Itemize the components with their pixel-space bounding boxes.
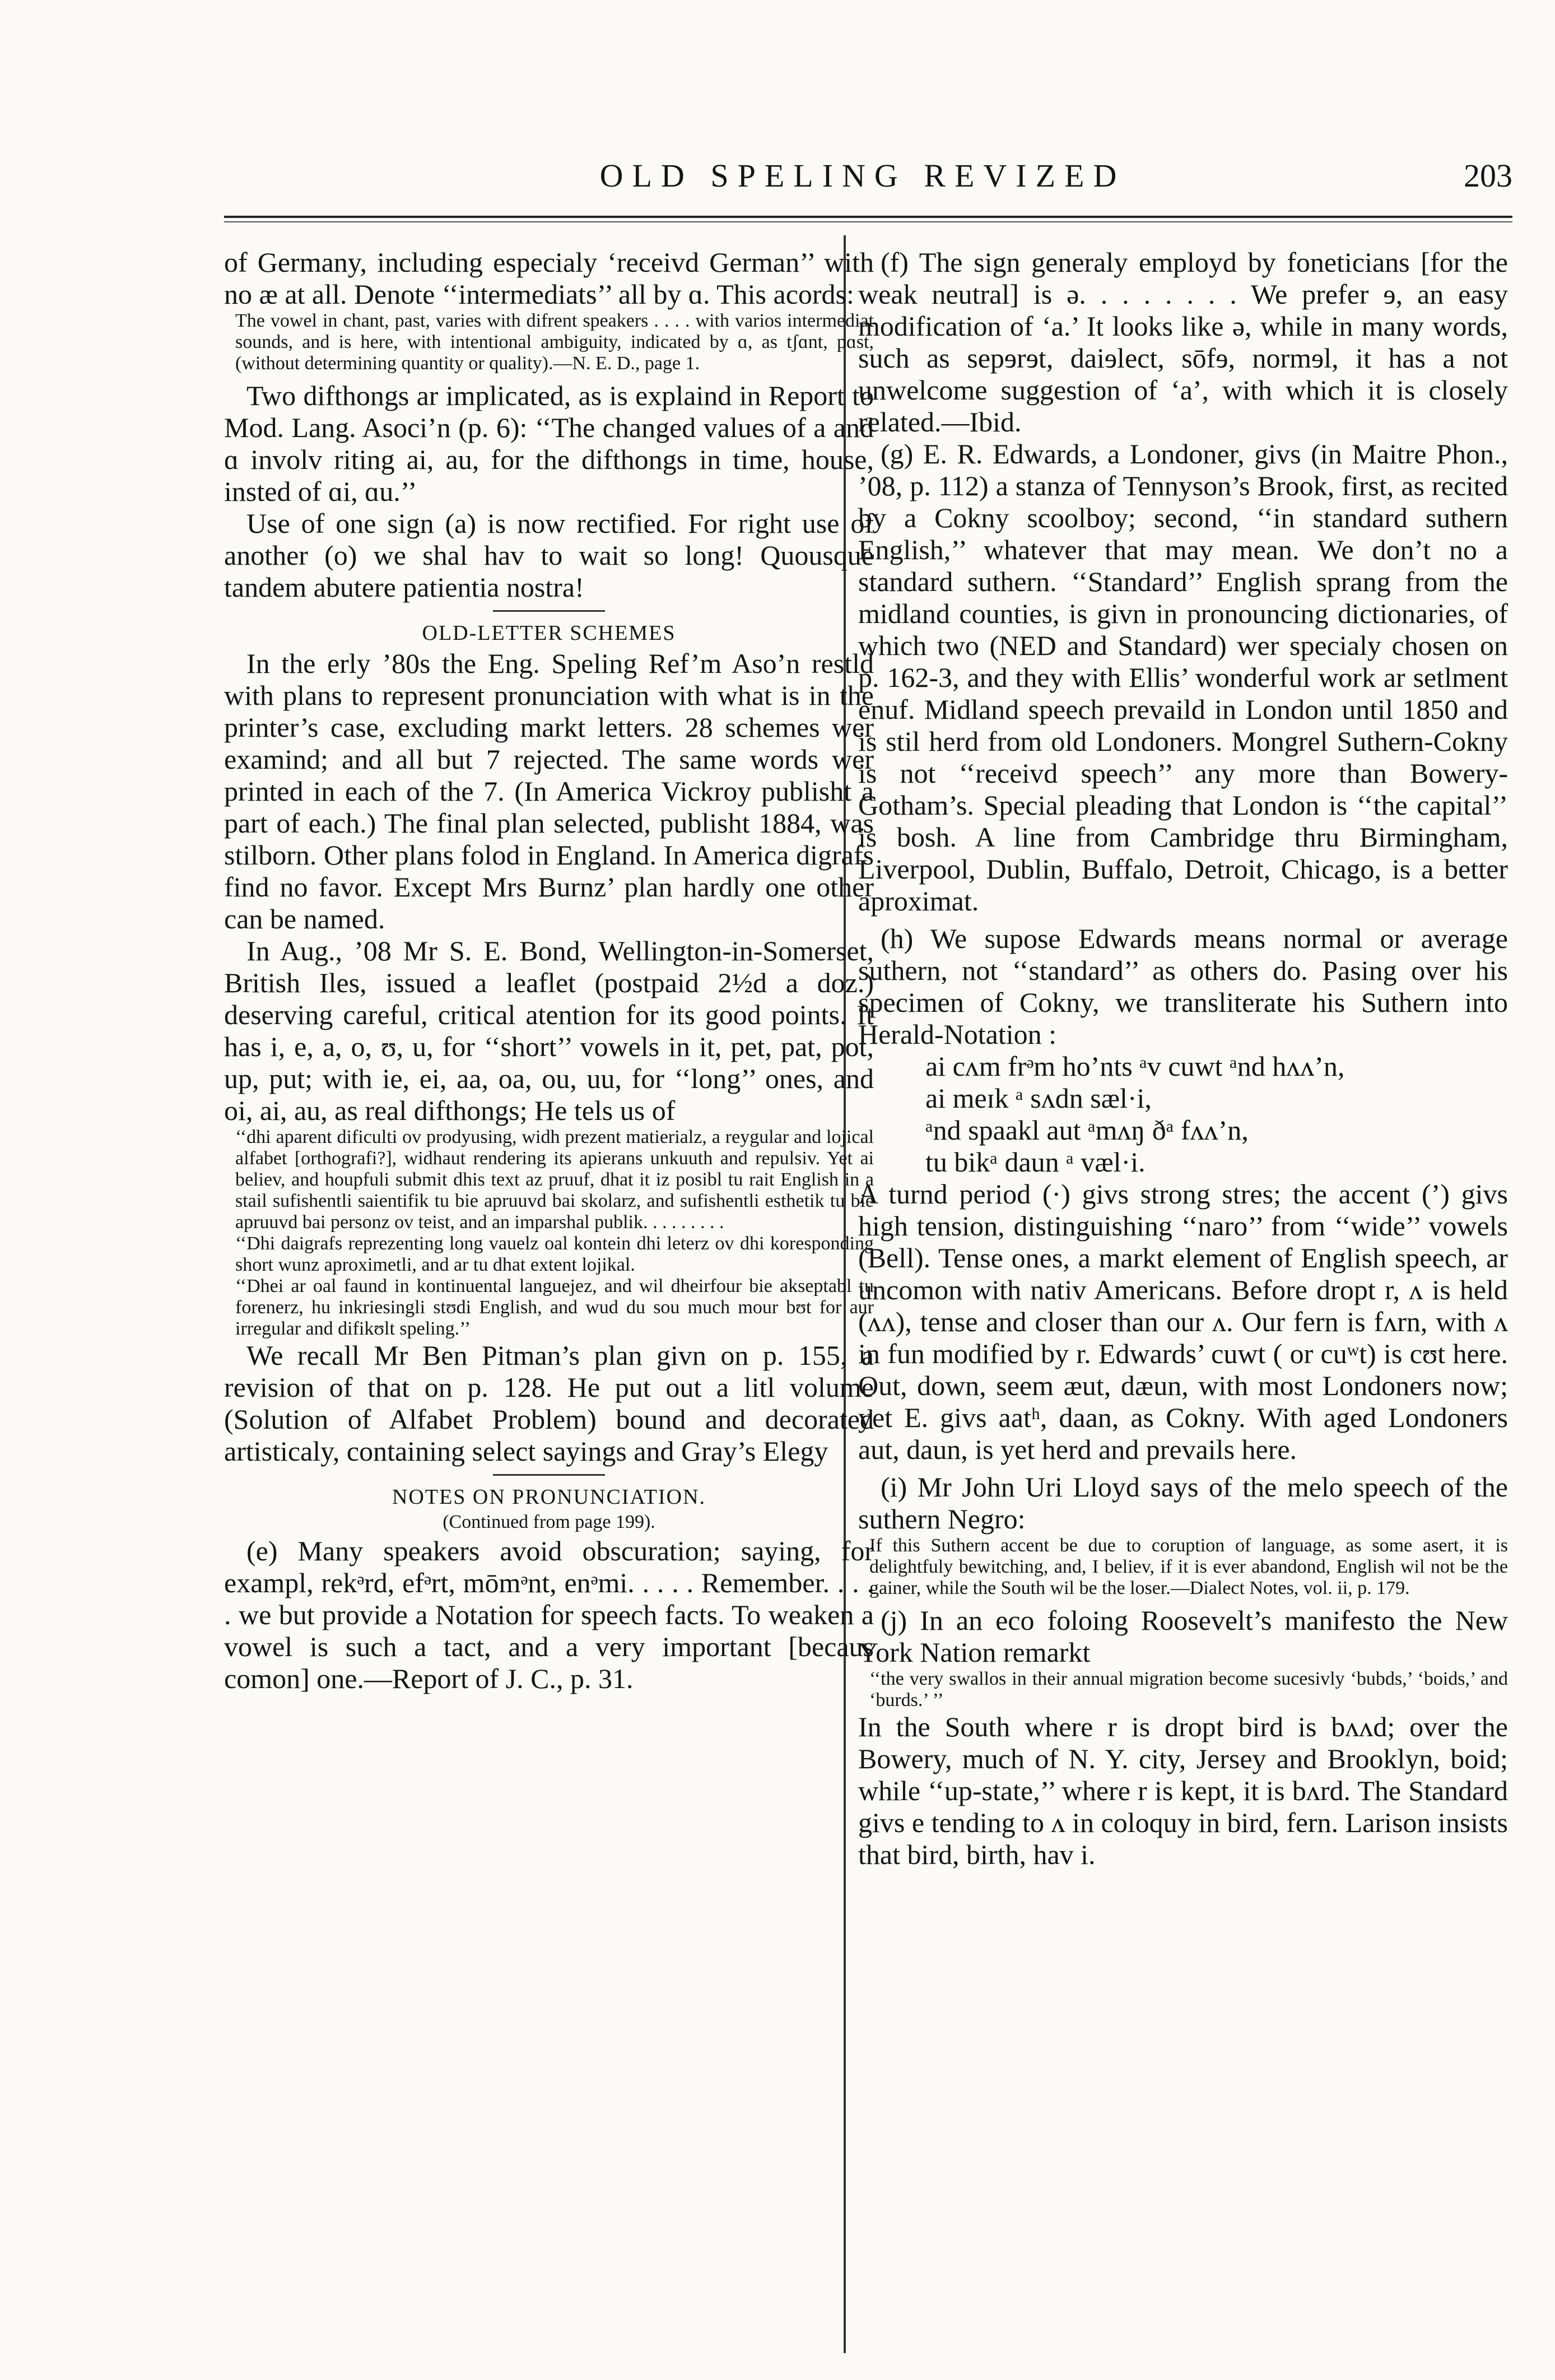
section-rule: [493, 1474, 605, 1476]
block-quote: ‘‘the very swallos in their annual migration become sucesivly ‘bubds,’ ‘boids,’ and ‘burds.’ ’’: [869, 1668, 1508, 1710]
paragraph: of Germany, including especialy ‘receivd German’’ with no æ at all. Denote ‘‘intermediats’’ all by ɑ. This acords:: [224, 247, 874, 310]
paragraph: A turnd period (·) givs strong stres; the accent (’) givs high tension, distinguishing ‘‘naro’’ from ‘‘wide’’ vowels (Bell). Tense ones, a markt element of English speech, ar uncomon with nativ Americans. Before dropt r, ʌ is held (ʌʌ), tense and closer than our ʌ. Our fern is fʌrn, with ʌ in fun modified by r. Edwards’ cuwt ( or cuʷt) is cʊt here. Out, down, seem æut, dæun, with most Londoners now; yet E. givs aatʰ, daan, as Cokny. With aged Londoners aut, daun, is yet herd and prevails here.: [858, 1178, 1508, 1465]
paragraph: In the South where r is dropt bird is bʌʌd; over the Bowery, much of N. Y. city, Jersey and Brooklyn, boid; while ‘‘up-state,’’ where r is kept, it is bʌrd. The Standard givs e tending to ʌ in coloquy in bird, fern. Larison insists that bird, birth, hav i.: [858, 1711, 1508, 1870]
paragraph: (g) E. R. Edwards, a Londoner, givs (in Maitre Phon., ’08, p. 112) a stanza of Tennyson’s Brook, first, as recited by a Cokny scoolboy; second, ‘‘in standard suthern English,’’ whatever that may mean. We don’t no a standard suthern. ‘‘Standard’’ English sprang from the midland counties, is givn in pronouncing dictionaries, of which two (NED and Standard) wer specialy chosen on p. 162-3, and they with Ellis’ wonderful work ar setlment enuf. Midland speech prevaild in London until 1850 and is stil herd from old Londoners. Mongrel Suthern-Cokny is not ‘‘receivd speech’’ any more than Bowery-Gotham’s. Special pleading that London is ‘‘the capital’’ is bosh. A line from Cambridge thru Birmingham, Liverpool, Dublin, Buffalo, Detroit, Chicago, is a better aproximat.: [858, 438, 1508, 917]
paragraph: (i) Mr John Uri Lloyd says of the melo speech of the suthern Negro:: [858, 1471, 1508, 1535]
notation-line: ai meɪk ᵃ sʌdn sæl·i,: [925, 1082, 1152, 1114]
header-rule-thin: [224, 221, 1512, 222]
block-quote: The vowel in chant, past, varies with difrent speakers . . . . with varios intermediat sounds, and is here, with intentional ambiguity, indicated by ɑ, as tʃɑnt, pɑst, (without determining quantity or quality).—N. E. D., page 1.: [235, 310, 874, 374]
paragraph: (j) In an eco foloing Roosevelt’s manifesto the New York Nation remarkt: [858, 1605, 1508, 1668]
paragraph: (e) Many speakers avoid obscuration; saying, for exampl, rekᵊrd, efᵊrt, mōmᵊnt, enᵊmi. . . . . Remember. . . . . we but provide a Notation for speech facts. To weaken a vowel is such a tact, and a very important [becaus comon] one.—Report of J. C., p. 31.: [224, 1535, 874, 1694]
header-rule: [224, 216, 1512, 218]
notation-line: tu bikᵃ daun ᵃ væl·i.: [925, 1146, 1146, 1178]
paragraph: (f) The sign generaly employd by foneticians [for the weak neutral] is ə. . . . . . . . We prefer ɘ, an easy modification of ‘a.’ It looks like ə, while in many words, such as sepɘrɘt, daiɘlect, sōfɘ, normɘl, it has a not unwelcome suggestion of ‘a’, with which it is closely related.—Ibid.: [858, 247, 1508, 438]
section-heading: OLD-LETTER SCHEMES: [422, 621, 676, 645]
block-quote: If this Suthern accent be due to coruption of language, as some asert, it is delightfuly bewitching, and, I believ, if it is ever abandond, English wil not be the gainer, while the South wil be the loser.—Dialect Notes, vol. ii, p. 179.: [869, 1535, 1508, 1598]
paragraph: In the erly ’80s the Eng. Speling Ref’m Aso’n restld with plans to represent pronunciation with what is in the printer’s case, excluding markt letters. 28 schemes wer examind; and all but 7 rejected. The same words wer printed in each of the 7. (In America Vickroy publisht a part of each.) The final plan selected, publisht 1884, was stilborn. Other plans folod in England. In America digrafs find no favor. Except Mrs Burnz’ plan hardly one other can be named.: [224, 648, 874, 935]
running-header: [213, 151, 1512, 202]
paragraph: In Aug., ’08 Mr S. E. Bond, Wellington-in-Somerset, British Iles, issued a leaflet (postpaid 2½d a doz.) deserving careful, critical atention for its good points. It has i, e, a, o, ʊ, u, for ‘‘short’’ vowels in it, pet, pat, pot, up, put; with ie, ei, aa, oa, ou, uu, for ‘‘long’’ ones, and oi, ai, au, as real difthongs; He tels us of: [224, 935, 874, 1126]
section-heading: NOTES ON PRONUNCIATION.: [392, 1485, 706, 1509]
right-column: [858, 247, 1508, 2353]
running-title: OLD SPELING REVIZED: [599, 157, 1126, 194]
block-quote: ‘‘dhi aparent dificulti ov prodyusing, widh prezent matierialz, a reygular and lojical alfabet [orthografi?], widhaut rendering its apierans unkuuth and repulsiv. Yet ai believ, and houpfuli submit dhis text az pruuf, dhat it iz posibl tu rait English in a stail sufishentli saientifik tu bie apruuvd bai skolarz, and sufishentli esthetik tu bie apruuvd bai personz ov teist, and an imparshal publik. . . . . . . . .: [235, 1127, 874, 1233]
notation-line: ᵃnd spaakl aut ᵃmʌŋ ðᵃ fʌʌ’n,: [925, 1114, 1249, 1146]
paragraph: Use of one sign (a) is now rectified. For right use of another (o) we shal hav to wait so long! Quousque tandem abutere patientia nostra!: [224, 508, 874, 603]
page-number: 203: [1464, 157, 1512, 194]
paragraph: We recall Mr Ben Pitman’s plan givn on p. 155, a revision of that on p. 128. He put out a litl volume (Solution of Alfabet Problem) bound and decorated artisticaly, containing select sayings and Gray’s Elegy: [224, 1340, 874, 1467]
paragraph: Two difthongs ar implicated, as is explaind in Report to Mod. Lang. Asoci’n (p. 6): ‘‘The changed values of a and ɑ involv riting ai, au, for the difthongs in time, house, insted of ɑi, ɑu.’’: [224, 380, 874, 507]
paragraph: (h) We supose Edwards means normal or average suthern, not ‘‘standard’’ as others do. Pasing over his specimen of Cokny, we transliterate his Suthern into Herald-Notation :: [858, 923, 1508, 1050]
section-subheading: (Continued from page 199).: [443, 1512, 655, 1532]
notation-line: ai cʌm frᵊm ho’nts ᵃv cuwt ᵃnd hʌʌ’n,: [925, 1050, 1345, 1082]
left-column: [224, 247, 874, 2353]
block-quote: ‘‘Dhei ar oal faund in kontinuental languejez, and wil dheirfour bie akseptabl tu forenerz, hu inkriesingli stʊdi English, and wud du sou much mour bʊt for aur irregular and difikʊlt speling.’’: [235, 1276, 874, 1339]
block-quote: ‘‘Dhi daigrafs reprezenting long vauelz oal kontein dhi leterz ov dhi koresponding short wunz aproximetli, and ar tu dhat extent lojikal.: [235, 1233, 874, 1275]
section-rule: [493, 610, 605, 612]
